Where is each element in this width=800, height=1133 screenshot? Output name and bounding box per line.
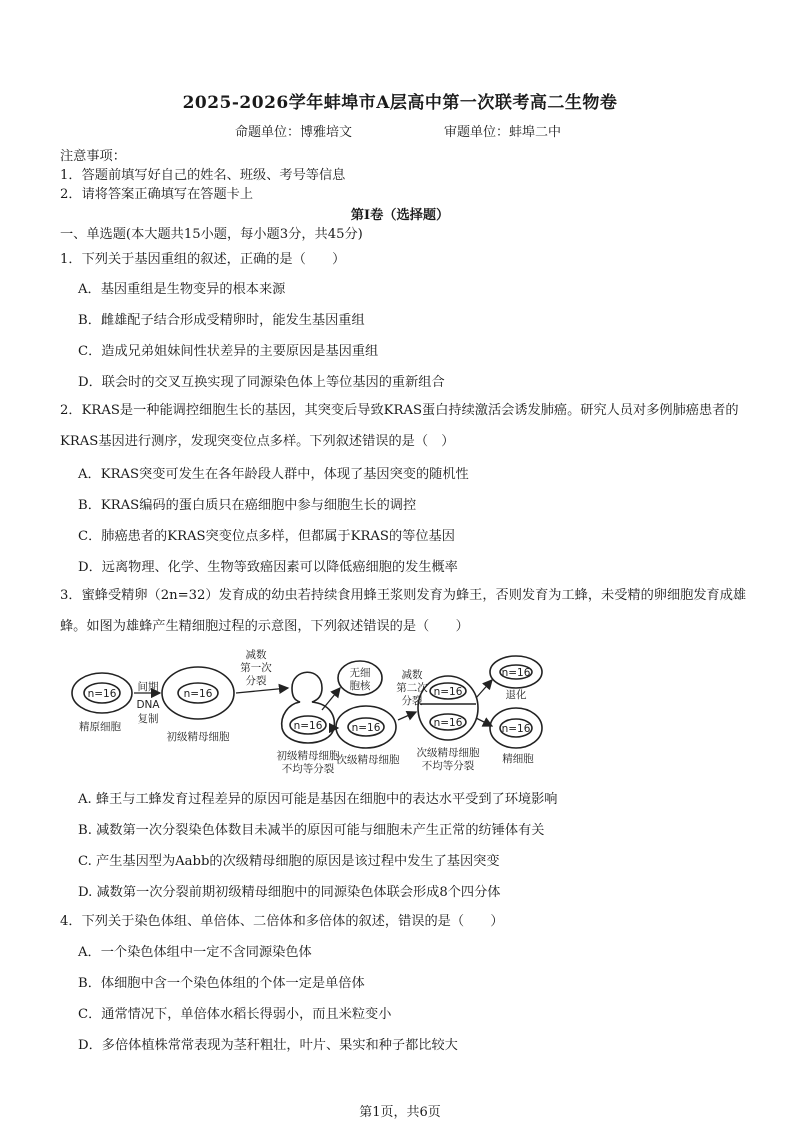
option-2b: B．KRAS编码的蛋白质只在癌细胞中参与细胞生长的调控 (78, 498, 417, 513)
option-2a: A．KRAS突变可发生在各年龄段人群中，体现了基因突变的随机性 (78, 467, 469, 482)
arrow (476, 680, 492, 698)
arrow (236, 688, 288, 693)
spermatogenesis-diagram (60, 648, 560, 774)
dividing-primary-cell (282, 672, 335, 743)
step-label: 间期 (137, 681, 159, 693)
n-label: n=16 (501, 723, 531, 735)
step-label: 减数 (245, 649, 267, 661)
n-label: n=16 (183, 688, 213, 700)
question-stem-4: 4．下列关于染色体组、单倍体、二倍体和多倍体的叙述，错误的是（ ） (60, 914, 504, 929)
note-item: 1．答题前填写好自己的姓名、班级、考号等信息 (60, 168, 346, 183)
n-label: n=16 (501, 667, 531, 679)
question-stem-2: 2．KRAS是一种能调控细胞生长的基因，其突变后导致KRAS蛋白持续激活会诱发肺癌。研究人员对多例肺癌患者的KRAS基因进行测序，发现突变位点多样。下列叙述错误的是（ ） (60, 403, 739, 449)
cell-label: 次级精母细胞 (336, 754, 400, 766)
setter-unit: 命题单位：博雅培文 (235, 125, 353, 140)
notes-heading: 注意事项： (60, 149, 126, 164)
option-4b: B．体细胞中含一个染色体组的个体一定是单倍体 (78, 976, 365, 991)
step-label: 分裂 (401, 695, 423, 707)
n-label: n=16 (433, 686, 463, 698)
reviewer-unit: 审题单位：蚌埠二中 (444, 125, 562, 140)
note-item: 2．请将答案正确填写在答题卡上 (60, 187, 254, 202)
cell-label: 精细胞 (502, 753, 534, 765)
option-4a: A．一个染色体组中一定不含同源染色体 (78, 945, 312, 960)
option-2c: C．肺癌患者的KRAS突变位点多样，但都属于KRAS的等位基因 (78, 529, 455, 544)
question-stem-1: 1．下列关于基因重组的叙述，正确的是（ ） (60, 252, 346, 267)
step-label: DNA (136, 699, 160, 711)
option-3a: A. 蜂王与工蜂发育过程差异的原因可能是基因在细胞中的表达水平受到了环境影响 (78, 792, 558, 807)
cell-label: 精原细胞 (79, 721, 121, 733)
question-stem-3: 3．蜜蜂受精卵（2n=32）发育成的幼虫若持续食用蜂王浆则发育为蜂王，否则发育为工蜂，未受精的卵细胞发育成雄蜂。如图为雄蜂产生精细胞过程的示意图，下列叙述错误的是（ ） (60, 588, 747, 634)
no-nucleus-label: 无细 (349, 667, 371, 679)
degenerate-label: 退化 (505, 689, 527, 701)
no-nucleus-label: 胞核 (349, 680, 371, 692)
cell-label: 初级精母细胞 (276, 750, 340, 762)
cell-label: 次级精母细胞 (416, 747, 480, 759)
cell-label: 不均等分裂 (281, 763, 335, 774)
n-label: n=16 (433, 717, 463, 729)
cell-label: 不均等分裂 (421, 760, 475, 772)
step-label: 第一次 (240, 662, 272, 674)
step-label: 第二次 (396, 682, 428, 694)
arrow (476, 718, 492, 726)
arrow (322, 688, 340, 710)
exam-title: 2025-2026学年蚌埠市A层高中第一次联考高二生物卷 (182, 93, 618, 113)
part-title: 第I卷（选择题） (350, 208, 450, 223)
cell-label: 初级精母细胞 (166, 731, 230, 743)
option-1d: D．联会时的交叉互换实现了同源染色体上等位基因的重新组合 (78, 375, 445, 390)
step-label: 分裂 (245, 675, 267, 687)
n-label: n=16 (293, 720, 323, 732)
step-label: 复制 (137, 713, 159, 725)
page-footer: 第1页，共6页 (359, 1105, 441, 1120)
option-4d: D．多倍体植株常常表现为茎秆粗壮，叶片、果实和种子都比较大 (78, 1038, 458, 1053)
section-heading: 一、单选题(本大题共15小题，每小题3分，共45分) (60, 227, 363, 242)
option-3d: D. 减数第一次分裂前期初级精母细胞中的同源染色体联会形成8个四分体 (78, 885, 501, 900)
n-label: n=16 (351, 722, 381, 734)
option-4c: C．通常情况下，单倍体水稻长得弱小，而且米粒变小 (78, 1007, 392, 1022)
option-1b: B．雌雄配子结合形成受精卵时，能发生基因重组 (78, 313, 365, 328)
arrow (398, 712, 416, 720)
step-label: 减数 (401, 669, 423, 681)
n-label: n=16 (87, 688, 117, 700)
option-3b: B. 减数第一次分裂染色体数目未减半的原因可能与细胞未产生正常的纺锤体有关 (78, 823, 545, 838)
option-1c: C．造成兄弟姐妹间性状差异的主要原因是基因重组 (78, 344, 379, 359)
option-3c: C. 产生基因型为Aabb的次级精母细胞的原因是该过程中发生了基因突变 (78, 854, 500, 869)
option-2d: D．远离物理、化学、生物等致癌因素可以降低癌细胞的发生概率 (78, 560, 458, 575)
option-1a: A．基因重组是生物变异的根本来源 (78, 282, 286, 297)
